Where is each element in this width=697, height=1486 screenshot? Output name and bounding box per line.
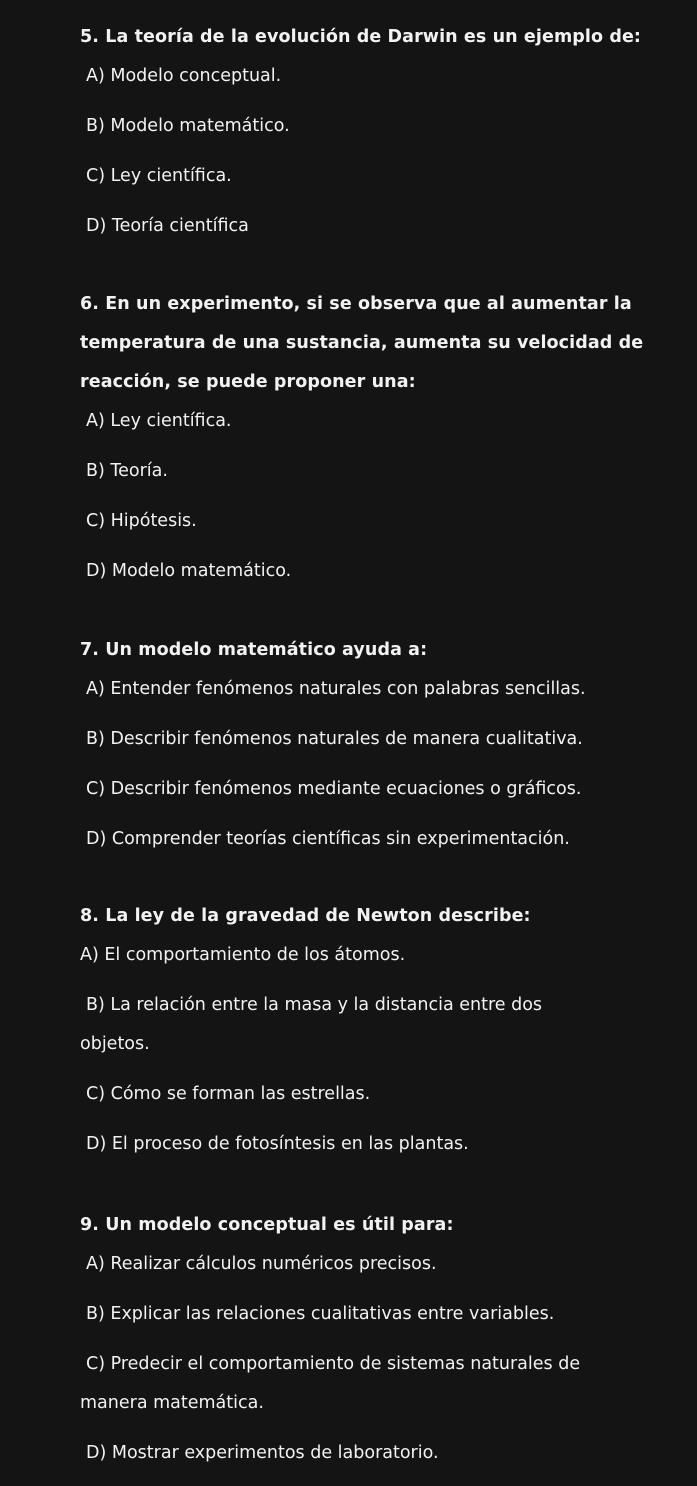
question-9-title: 9. Un modelo conceptual es útil para: bbox=[80, 1215, 454, 1235]
question-7-option-b: B) Describir fenómenos naturales de manera cualitativa. bbox=[86, 729, 583, 749]
question-6-title-line-2: temperatura de una sustancia, aumenta su velocidad de bbox=[80, 333, 644, 353]
question-9-option-b: B) Explicar las relaciones cualitativas entre variables. bbox=[86, 1304, 555, 1324]
question-7-option-d: D) Comprender teorías científicas sin experimentación. bbox=[86, 829, 570, 849]
question-6 bbox=[80, 285, 660, 591]
question-7 bbox=[80, 631, 660, 859]
question-8 bbox=[80, 897, 660, 1164]
question-5-option-c: C) Ley científica. bbox=[86, 166, 232, 186]
question-8-option-a: A) El comportamiento de los átomos. bbox=[80, 945, 406, 965]
question-7-option-a: A) Entender fenómenos naturales con palabras sencillas. bbox=[86, 679, 586, 699]
question-8-title: 8. La ley de la gravedad de Newton describe: bbox=[80, 906, 531, 926]
question-7-title: 7. Un modelo matemático ayuda a: bbox=[80, 640, 428, 660]
question-9-option-a: A) Realizar cálculos numéricos precisos. bbox=[86, 1254, 437, 1274]
question-8-option-c: C) Cómo se forman las estrellas. bbox=[86, 1084, 371, 1104]
question-8-option-b-continued: objetos. bbox=[80, 1034, 150, 1054]
question-6-option-d: D) Modelo matemático. bbox=[86, 561, 292, 581]
question-8-option-d: D) El proceso de fotosíntesis en las plantas. bbox=[86, 1134, 469, 1154]
question-6-title-line-3: reacción, se puede proponer una: bbox=[80, 372, 416, 392]
question-6-title-line-1: 6. En un experimento, si se observa que al aumentar la bbox=[80, 294, 632, 314]
question-5 bbox=[80, 18, 660, 246]
question-9-option-c: C) Predecir el comportamiento de sistemas naturales de bbox=[86, 1354, 581, 1374]
question-6-option-c: C) Hipótesis. bbox=[86, 511, 197, 531]
question-6-option-a: A) Ley científica. bbox=[86, 411, 232, 431]
question-7-option-c: C) Describir fenómenos mediante ecuaciones o gráficos. bbox=[86, 779, 582, 799]
question-9-option-c-continued: manera matemática. bbox=[80, 1393, 264, 1413]
question-6-option-b: B) Teoría. bbox=[86, 461, 168, 481]
question-5-option-d: D) Teoría científica bbox=[86, 216, 249, 236]
question-5-option-b: B) Modelo matemático. bbox=[86, 116, 290, 136]
question-9-option-d: D) Mostrar experimentos de laboratorio. bbox=[86, 1443, 439, 1463]
question-8-option-b: B) La relación entre la masa y la distancia entre dos bbox=[86, 995, 543, 1015]
question-5-title: 5. La teoría de la evolución de Darwin es un ejemplo de: bbox=[80, 27, 642, 47]
question-9 bbox=[80, 1206, 660, 1473]
question-5-option-a: A) Modelo conceptual. bbox=[86, 66, 282, 86]
